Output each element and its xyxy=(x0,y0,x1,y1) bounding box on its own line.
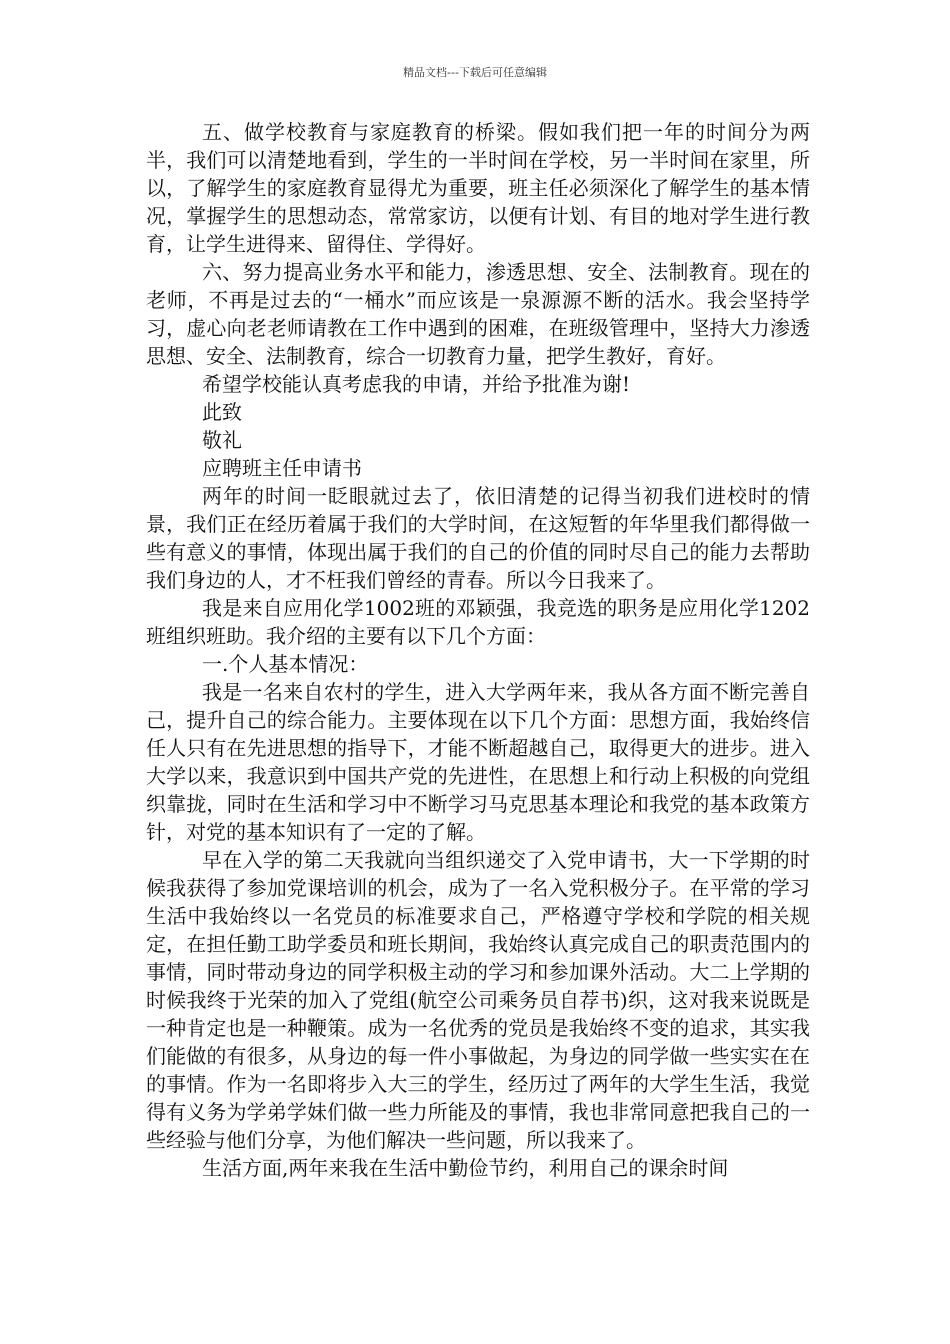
paragraph-improve-skills: 六、努力提高业务水平和能力，渗透思想、安全、法制教育。现在的老师，不再是过去的“一桶水”而应该是一泉源源不断的活水。我会坚持学习，虚心向老老师请教在工作中遇到的困难，在班级管理中，坚持大力渗透思想、安全、法制教育，综合一切教育力量，把学生教好，育好。 xyxy=(146,260,810,368)
section-title-application: 应聘班主任申请书 xyxy=(202,456,362,480)
paragraph-party-application: 早在入学的第二天我就向当组织递交了入党申请书，大一下学期的时候我获得了参加党课培训的机会，成为了一名入党积极分子。在平常的学习生活中我始终以一名党员的标准要求自己，严格遵守学校和学院的相关规定，在担任勤工助学委员和班长期间，我始终认真完成自己的职责范围内的事情，同时带动身边的同学积极主动的学习和参加课外活动。大二上学期的时候我终于光荣的加入了党组(航空公司乘务员自荐书)织，这对我来说既是一种肯定也是一种鞭策。成为一名优秀的党员是我始终不变的追求，其实我们能做的有很多，从身边的每一件小事做起，为身边的同学做一些实实在在的事情。作为一名即将步入大三的学生，经历过了两年的大学生生活，我觉得有义务为学弟学妹们做一些力所能及的事情，我也非常同意把我自己的一些经验与他们分享，为他们解决一些问题，所以我来了。 xyxy=(146,848,810,1152)
page-header: 精品文档---下载后可任意编辑 xyxy=(403,66,547,79)
paragraph-bridge-school-family: 五、做学校教育与家庭教育的桥梁。假如我们把一年的时间分为两半，我们可以清楚地看到，学生的一半时间在学校，另一半时间在家里，所以，了解学生的家庭教育显得尤为重要，班主任必须深化了解学生的基本情况，掌握学生的思想动态，常常家访，以便有计划、有目的地对学生进行教育，让学生进得来、留得住、学得好。 xyxy=(146,120,810,256)
paragraph-self-intro: 我是来自应用化学1002班的邓颖强，我竞选的职务是应用化学1202班组织班助。我介绍的主要有以下几个方面： xyxy=(146,596,810,648)
paragraph-request-approval: 希望学校能认真考虑我的申请，并给予批准为谢! xyxy=(202,372,631,396)
heading-basic-info: 一.个人基本情况： xyxy=(202,652,369,676)
salutation-jingli: 敬礼 xyxy=(202,428,242,452)
salutation-cizhi: 此致 xyxy=(202,400,242,424)
paragraph-rural-student: 我是一名来自农村的学生，进入大学两年来，我从各方面不断完善自己，提升自己的综合能力。主要体现在以下几个方面：思想方面，我始终信任人只有在先进思想的指导下，才能不断超越自己，取得更大的进步。进入大学以来，我意识到中国共产党的先进性，在思想上和行动上积极的向党组织靠拢，同时在生活和学习中不断学习马克思基本理论和我党的基本政策方针，对党的基本知识有了一定的了解。 xyxy=(146,680,810,844)
paragraph-two-years: 两年的时间一眨眼就过去了，依旧清楚的记得当初我们进校时的情景，我们正在经历着属于我们的大学时间，在这短暂的年华里我们都得做一些有意义的事情，体现出属于我们的自己的价值的同时尽自己的能力去帮助我们身边的人，才不枉我们曾经的青春。所以今日我来了。 xyxy=(146,484,810,592)
paragraph-life-aspect: 生活方面,两年来我在生活中勤俭节约，利用自己的课余时间 xyxy=(202,1156,729,1180)
document-body xyxy=(146,118,810,1182)
